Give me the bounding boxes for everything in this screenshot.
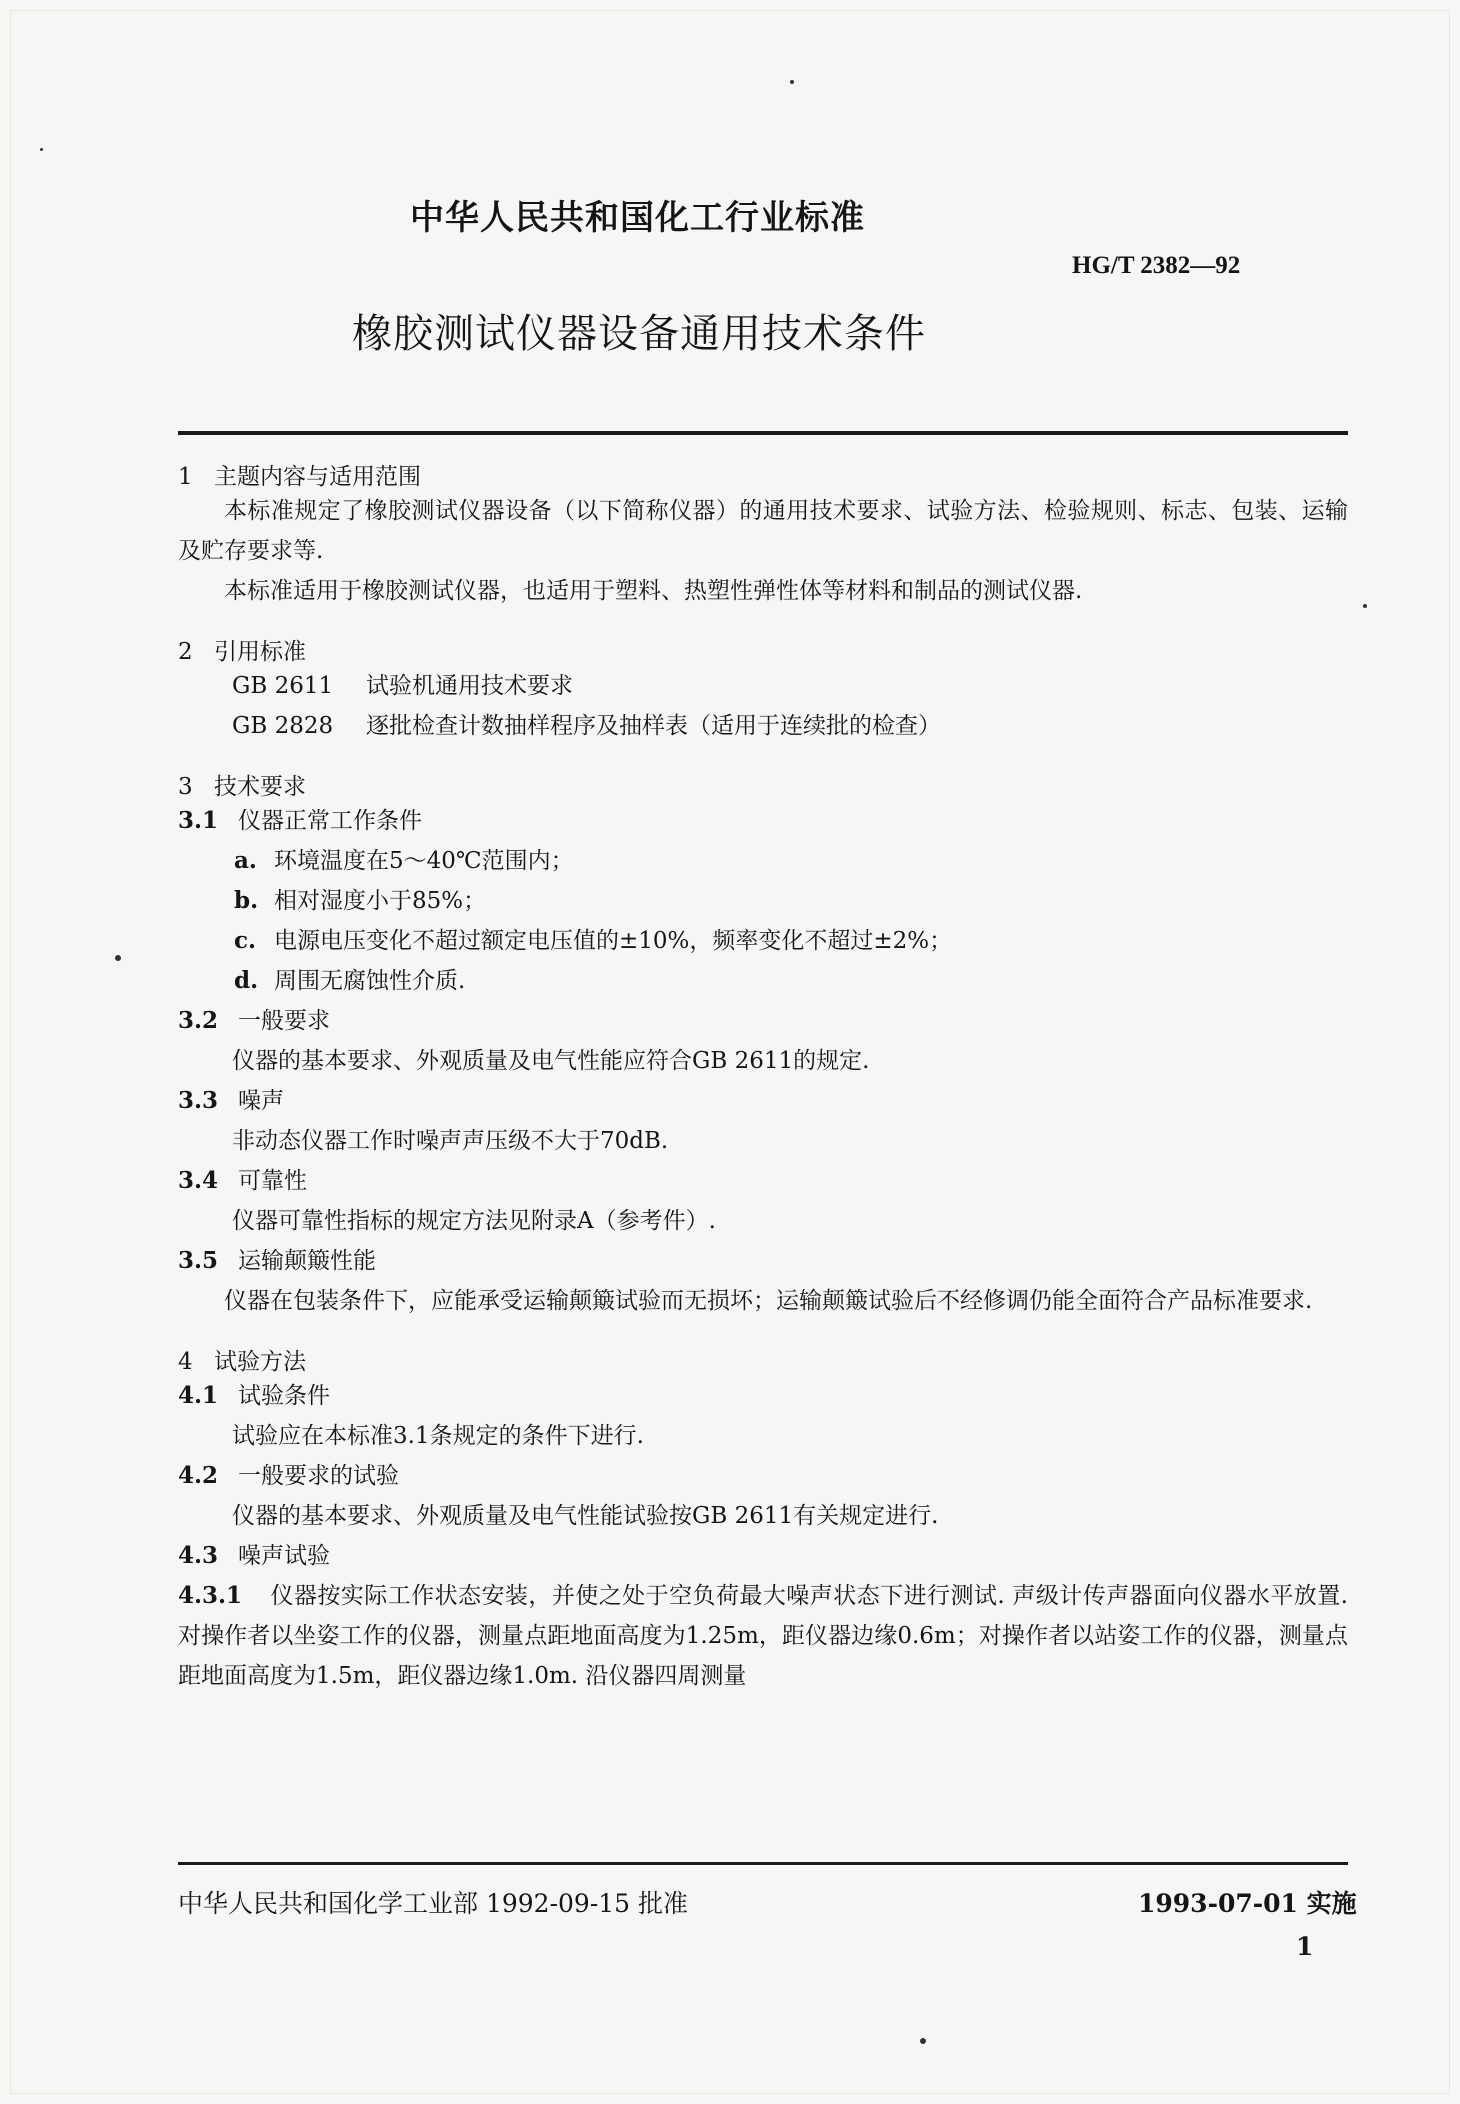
reference-code: GB 2611 xyxy=(232,673,334,699)
subsection-text: 仪器的基本要求、外观质量及电气性能应符合GB 2611的规定. xyxy=(232,1048,870,1074)
scan-speck xyxy=(1363,604,1367,608)
subsection-heading xyxy=(178,1081,1348,1121)
reference-title: 试验机通用技术要求 xyxy=(366,673,573,699)
subsection-text: 仪器在包装条件下，应能承受运输颠簸试验而无损坏；运输颠簸试验后不经修调仍能全面符合产品标准要求. xyxy=(224,1288,1313,1314)
list-label: b. xyxy=(234,887,259,914)
list-item xyxy=(178,961,1348,1001)
header-rule xyxy=(178,431,1348,435)
list-text: 相对湿度小于85%； xyxy=(274,888,487,914)
effective-date: 1993-07-01 实施 xyxy=(1138,1889,1357,1918)
page-number: 1 xyxy=(1296,1932,1314,1961)
subsection-title: 噪声试验 xyxy=(238,1543,330,1569)
document-body xyxy=(178,458,1348,1696)
subsection-number: 3.3 xyxy=(178,1087,219,1114)
section-title: 技术要求 xyxy=(214,774,306,800)
subsection-number: 3.1 xyxy=(178,807,219,834)
list-text: 周围无腐蚀性介质. xyxy=(274,968,466,994)
org-title: 中华人民共和国化工行业标准 xyxy=(410,198,865,238)
list-text: 环境温度在5～40℃范围内； xyxy=(274,848,574,874)
scan-speck xyxy=(790,80,794,84)
section-title: 主题内容与适用范围 xyxy=(214,464,421,490)
subsection-heading xyxy=(178,1241,1348,1281)
reference-item xyxy=(178,666,1348,706)
subsection-heading xyxy=(178,1376,1348,1416)
list-item xyxy=(178,841,1348,881)
subsection-title: 仪器正常工作条件 xyxy=(238,808,422,834)
subsection-title: 运输颠簸性能 xyxy=(238,1248,376,1274)
section-number: 2 xyxy=(178,639,193,665)
scan-speck xyxy=(40,148,43,151)
clause-4-3-1 xyxy=(178,1576,1348,1696)
clause-text: 仪器按实际工作状态安装，并使之处于空负荷最大噪声状态下进行测试. 声级计传声器面向仪器水平放置. 对操作者以坐姿工作的仪器，测量点距地面高度为1.25m，距仪器边缘0.6m；对操作者以站姿工作的仪器，测量点距地面高度为1.5m，距仪器边缘1.0m. 沿仪器四周测量 xyxy=(178,1583,1348,1689)
subsection-number: 4.3 xyxy=(178,1542,219,1569)
subsection-number: 3.4 xyxy=(178,1167,219,1194)
scan-speck xyxy=(920,2038,926,2044)
scan-speck xyxy=(115,955,121,961)
list-label: d. xyxy=(234,967,259,994)
list-text: 电源电压变化不超过额定电压值的±10%，频率变化不超过±2%； xyxy=(274,928,953,954)
subsection-number: 4.1 xyxy=(178,1382,219,1409)
approval-statement: 中华人民共和国化学工业部 1992-09-15 批准 xyxy=(178,1889,689,1918)
list-item xyxy=(178,881,1348,921)
subsection-number: 3.5 xyxy=(178,1247,219,1274)
subsection-title: 一般要求的试验 xyxy=(238,1463,399,1489)
subsection-heading xyxy=(178,1001,1348,1041)
list-label: c. xyxy=(234,927,257,954)
subsection-text: 非动态仪器工作时噪声声压级不大于70dB. xyxy=(232,1128,669,1154)
subsection-text: 试验应在本标准3.1条规定的条件下进行. xyxy=(232,1423,644,1449)
reference-item xyxy=(178,706,1348,746)
clause-number: 4.3.1 xyxy=(178,1582,243,1609)
section-title: 试验方法 xyxy=(214,1349,306,1375)
subsection-text: 仪器可靠性指标的规定方法见附录A（参考件）. xyxy=(232,1208,716,1234)
subsection-number: 3.2 xyxy=(178,1007,219,1034)
subsection-heading xyxy=(178,1456,1348,1496)
section-1-heading xyxy=(178,458,1348,491)
section-4-heading xyxy=(178,1343,1348,1376)
subsection-heading xyxy=(178,801,1348,841)
section-3-heading xyxy=(178,768,1348,801)
subsection-heading xyxy=(178,1536,1348,1576)
reference-title: 逐批检查计数抽样程序及抽样表（适用于连续批的检查） xyxy=(366,713,941,739)
subsection-title: 一般要求 xyxy=(238,1008,330,1034)
section-number: 4 xyxy=(178,1349,193,1375)
paragraph: 本标准规定了橡胶测试仪器设备（以下简称仪器）的通用技术要求、试验方法、检验规则、标志、包装、运输及贮存要求等. xyxy=(178,498,1348,564)
section-title: 引用标准 xyxy=(214,639,306,665)
list-label: a. xyxy=(234,847,257,874)
reference-code: GB 2828 xyxy=(232,713,334,739)
list-item xyxy=(178,921,1348,961)
standard-code: HG/T 2382—92 xyxy=(1072,252,1241,279)
subsection-title: 可靠性 xyxy=(238,1168,307,1194)
subsection-number: 4.2 xyxy=(178,1462,219,1489)
paragraph: 本标准适用于橡胶测试仪器，也适用于塑料、热塑性弹性体等材料和制品的测试仪器. xyxy=(224,578,1083,604)
section-2-heading xyxy=(178,633,1348,666)
standard-title: 橡胶测试仪器设备通用技术条件 xyxy=(352,311,926,357)
footer-rule xyxy=(178,1862,1348,1865)
subsection-heading xyxy=(178,1161,1348,1201)
section-number: 1 xyxy=(178,464,193,490)
section-number: 3 xyxy=(178,774,193,800)
subsection-title: 噪声 xyxy=(238,1088,284,1114)
subsection-text: 仪器的基本要求、外观质量及电气性能试验按GB 2611有关规定进行. xyxy=(232,1503,939,1529)
subsection-title: 试验条件 xyxy=(238,1383,330,1409)
